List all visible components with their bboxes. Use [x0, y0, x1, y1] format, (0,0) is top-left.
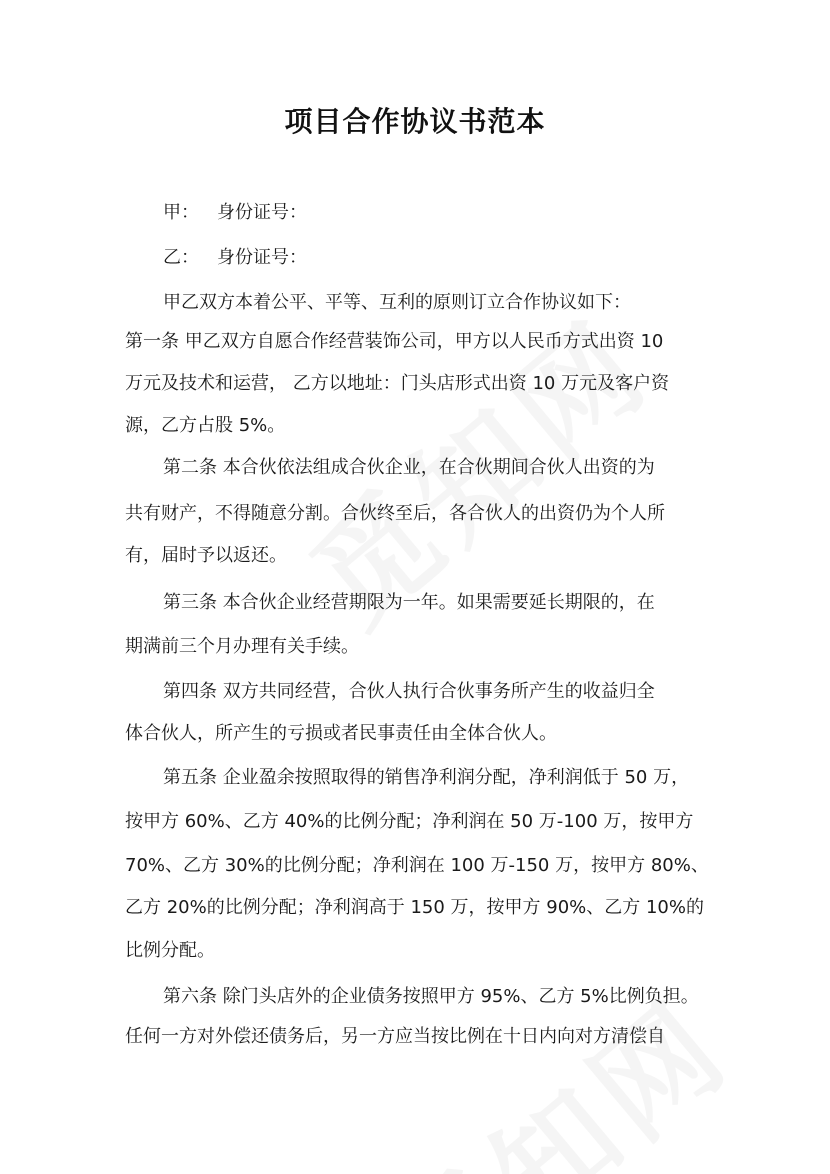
intro-paragraph: 甲乙双方本着公平、平等、互利的原则订立合作协议如下：: [163, 292, 631, 313]
document-title: 项目合作协议书范本: [284, 105, 546, 138]
article-5-line-1: 第五条 企业盈余按照取得的销售净利润分配，净利润低于 50 万，: [163, 767, 690, 788]
party-a-label: 甲：: [163, 202, 199, 223]
article-5-line-5: 比例分配。: [125, 940, 215, 961]
article-5-line-2: 按甲方 60%、乙方 40%的比例分配；净利润在 50 万-100 万，按甲方: [125, 811, 694, 832]
article-2-line-2: 共有财产，不得随意分割。合伙终至后，各合伙人的出资仍为个人所: [125, 503, 665, 524]
article-5-line-3: 70%、乙方 30%的比例分配；净利润在 100 万-150 万，按甲方 80%、: [125, 855, 709, 876]
party-b-line: [125, 240, 753, 276]
article-1-line-2: 万元及技术和运营， 乙方以地址：门头店形式出资 10 万元及客户资: [125, 373, 670, 394]
article-2-line-3: 有，届时予以返还。: [125, 545, 287, 566]
article-6-line-2: 任何一方对外偿还债务后，另一方应当按比例在十日内向对方清偿自: [125, 1026, 665, 1047]
article-3-line-2: 期满前三个月办理有关手续。: [125, 636, 359, 657]
article-3-line-1: 第三条 本合伙企业经营期限为一年。如果需要延长期限的，在: [163, 592, 655, 613]
party-a-id-label: 身份证号：: [217, 202, 307, 223]
article-4-line-1: 第四条 双方共同经营，合伙人执行合伙事务所产生的收益归全: [163, 681, 655, 702]
article-4-line-2: 体合伙人，所产生的亏损或者民事责任由全体合伙人。: [125, 723, 557, 744]
party-a-line: [125, 195, 753, 231]
party-b-id-label: 身份证号：: [217, 247, 307, 268]
article-2-line-1: 第二条 本合伙依法组成合伙企业，在合伙期间合伙人出资的为: [163, 457, 655, 478]
article-1-line-3: 源，乙方占股 5%。: [125, 415, 286, 436]
article-1-line-1: 第一条 甲乙双方自愿合作经营装饰公司，甲方以人民币方式出资 10: [125, 331, 664, 352]
article-5-line-4: 乙方 20%的比例分配；净利润高于 150 万，按甲方 90%、乙方 10%的: [125, 897, 704, 918]
party-b-label: 乙：: [163, 247, 199, 268]
article-6-line-1: 第六条 除门头店外的企业债务按照甲方 95%、乙方 5%比例负担。: [163, 986, 699, 1007]
